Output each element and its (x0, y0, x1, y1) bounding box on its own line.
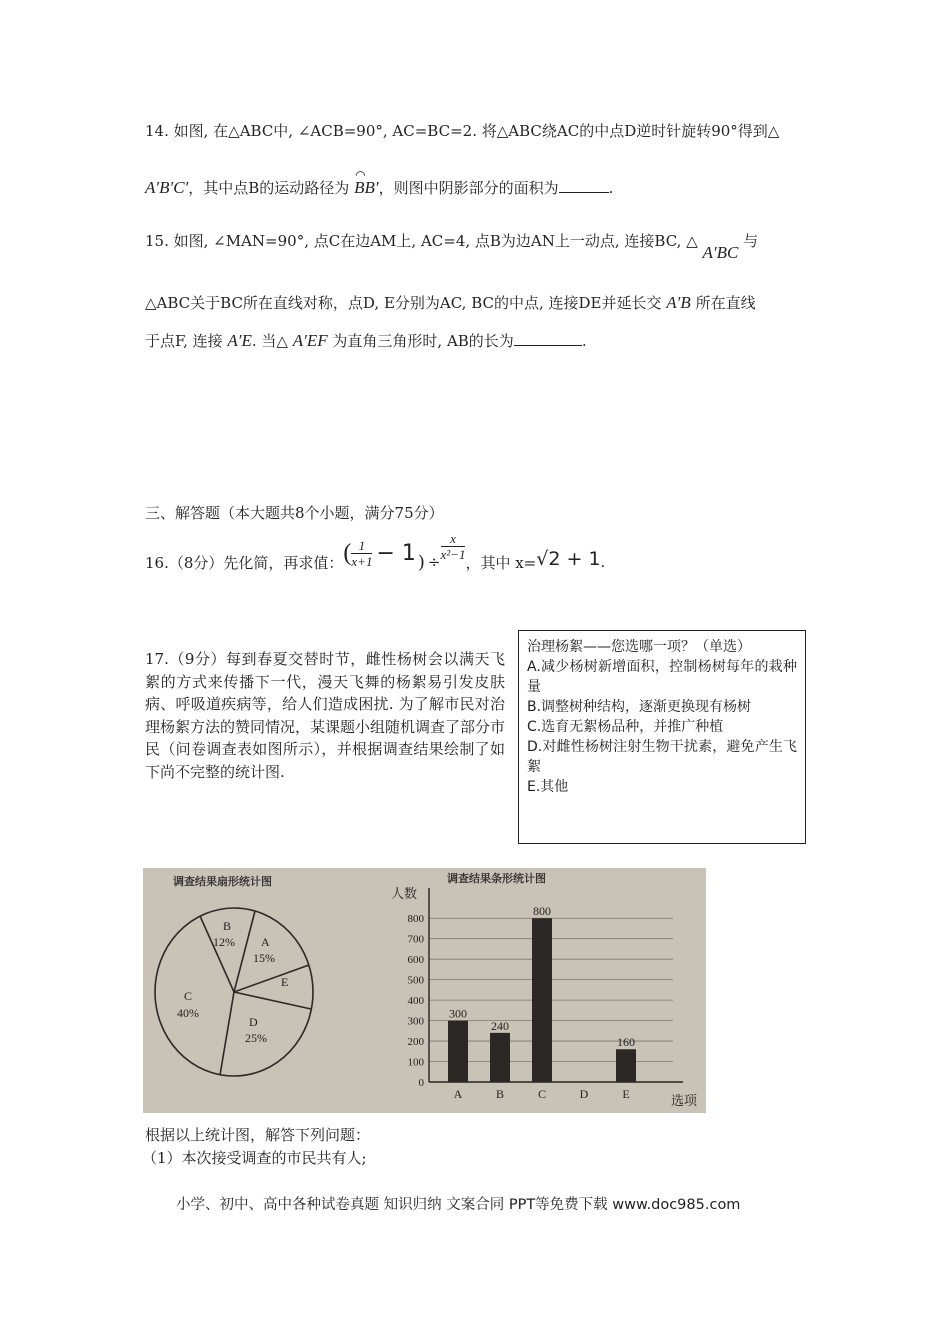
pie-label-e: E (281, 975, 289, 989)
questionnaire-box (518, 630, 806, 844)
q17-after1: 根据以上统计图，解答下列问题： (145, 1126, 371, 1144)
q15-seg1: A′BC (702, 243, 739, 262)
q15-line1 (145, 230, 759, 262)
q16-frac1-num: 1 (351, 538, 372, 554)
questionnaire-title: 治理杨絮——您选哪一项？（单选） (527, 639, 751, 655)
pie-label-c-pct: 40% (177, 1006, 199, 1020)
pie-label-a: A (261, 935, 270, 949)
q15-text2-end: 所在直线 (695, 294, 756, 312)
q14-line1: 14. 如图, 在△ABC中, ∠ACB=90°, AC=BC=2. 将△ABC绕AC的中点D逆时针旋转90°得到△ (145, 122, 780, 140)
q14-end: ，则图中阴影部分的面积为 (378, 179, 559, 197)
bar-ytick-300: 300 (407, 1015, 424, 1028)
q15-answer-blank[interactable] (514, 331, 582, 346)
section3-heading: 三、解答题（本大题共8个小题，满分75分） (145, 504, 444, 522)
bar-value-label-C: 800 (533, 904, 551, 919)
bar-xlabel: 选项 (671, 1094, 698, 1109)
bar-category-D: D (579, 1087, 589, 1101)
bar-ytick-200: 200 (407, 1036, 424, 1049)
pie-labels (177, 919, 288, 1045)
q16-frac2-num: x (441, 531, 466, 547)
bar-marks (448, 904, 636, 1082)
q15-seg2: A′B (666, 293, 691, 312)
bar-ytick-600: 600 (407, 954, 424, 967)
bar-A (448, 1021, 468, 1082)
q15-line2 (145, 292, 756, 313)
q16-divide: ÷ (427, 553, 441, 571)
pie-label-b: B (223, 919, 232, 933)
bar-E (616, 1049, 636, 1082)
pie-divider-d-c (220, 992, 234, 1075)
bar-category-C: C (537, 1087, 547, 1101)
q16-minus-one: − 1 (376, 540, 416, 566)
statistics-svg (143, 868, 706, 1113)
q14-answer-blank[interactable] (559, 178, 609, 193)
q16-frac2-den: x²−1 (440, 546, 466, 562)
page-footer: 小学、初中、高中各种试卷真题 知识归纳 文案合同 PPT等免费下载 www.doc985.com (176, 1197, 741, 1213)
q16-line (145, 530, 605, 576)
q17-paragraph: 17.（9分）每到春夏交替时节，雌性杨树会以满天飞絮的方式来传播下一代，漫天飞舞的杨絮易引发皮肤病、呼吸道疾病等，给人们造成困扰. 为了解市民对治理杨絮方法的赞同情况，某课题小组随机调查了部分市民（问卷调查表如图所示），并根据调查结果绘制了如下尚不完整的统计图. (145, 650, 506, 781)
pie-label-b-pct: 12% (213, 935, 235, 949)
q15-text1: 15. 如图, ∠MAN=90°, 点C在边AM上, AC=4, 点B为边AN上一动点, 连接BC, △ (145, 232, 698, 250)
bar-B (490, 1033, 510, 1082)
bar-ytick-0: 0 (418, 1077, 424, 1089)
option-b: B.调整树种结构，逐渐更换现有杨树 (527, 699, 752, 715)
q15-seg4: A′EF (292, 331, 328, 350)
bar-value-label-B: 240 (491, 1018, 509, 1033)
bar-value-label-A: 300 (449, 1006, 467, 1021)
option-e: E.其他 (527, 779, 569, 795)
pie-divider-a-e (234, 965, 309, 992)
bar-title: 调查结果条形统计图 (447, 872, 546, 885)
option-a: A.减少杨树新增面积，控制杨树每年的栽种量 (527, 659, 797, 695)
pie-label-d-pct: 25% (245, 1031, 267, 1045)
bar-category-B: B (495, 1087, 505, 1101)
option-d: D.对雌性杨树注射生物干扰素，避免产生飞絮 (527, 739, 797, 775)
q15-period: . (581, 332, 587, 350)
bar-ytick-500: 500 (407, 974, 424, 987)
bar-value-label-E: 160 (617, 1035, 635, 1050)
bar-ytick-700: 700 (407, 933, 424, 946)
q16-fraction1 (351, 538, 372, 569)
q15-text3c: 为直角三角形时, AB的长为 (332, 332, 514, 350)
bar-category-A: A (453, 1087, 463, 1101)
pie-label-a-pct: 15% (253, 951, 275, 965)
pie-title: 调查结果扇形统计图 (173, 875, 272, 888)
option-c: C.选育无絮杨品种，并推广种植 (527, 719, 724, 735)
q15-line3 (145, 330, 587, 351)
pie-label-c: C (184, 989, 193, 1003)
q16-fraction2 (441, 531, 466, 562)
q16-paren-close: ) (417, 551, 425, 573)
q15-text1-end: 与 (743, 232, 759, 250)
statistics-photo (143, 868, 706, 1113)
q14-period: . (608, 179, 614, 197)
q14-mid: ，其中点B的运动路径为 (188, 179, 350, 197)
bar-ytick-400: 400 (407, 995, 424, 1008)
pie-chart (155, 908, 313, 1076)
pie-divider-e-d (234, 992, 311, 1009)
q16-where: ，其中 x= (465, 553, 537, 572)
q14-line2 (145, 168, 614, 198)
q16-paren-open: ( (343, 539, 352, 566)
q14-triangle-label: A′B′C′ (145, 178, 189, 197)
bar-ylabel: 人数 (391, 887, 418, 902)
q15-text2: △ABC关于BC所在直线对称，点D, E分别为AC, BC的中点, 连接DE并延长交 (145, 294, 662, 312)
q14-arc-text: BB′ (354, 178, 379, 197)
q16-period: . (600, 553, 606, 571)
bar-C (532, 918, 552, 1082)
q17-after2: （1）本次接受调查的市民共有人; (142, 1149, 367, 1167)
bar-ytick-100: 100 (407, 1056, 424, 1069)
q16-value: √2 + 1 (536, 548, 601, 570)
q16-text: 16.（8分）先化简，再求值： (145, 553, 344, 572)
q15-text3a: 于点F, 连接 (145, 332, 223, 350)
q14-arc-label (354, 168, 379, 198)
q15-text3b: . 当△ (251, 332, 288, 350)
pie-label-d: D (249, 1015, 258, 1029)
bar-category-E: E (622, 1087, 630, 1101)
arc-symbol-icon: ◠ (355, 168, 366, 182)
pie-divider-b-a (234, 911, 255, 992)
bar-ytick-800: 800 (407, 913, 424, 926)
q15-seg3: A′E (227, 331, 252, 350)
q16-frac1-den: x+1 (351, 553, 373, 569)
